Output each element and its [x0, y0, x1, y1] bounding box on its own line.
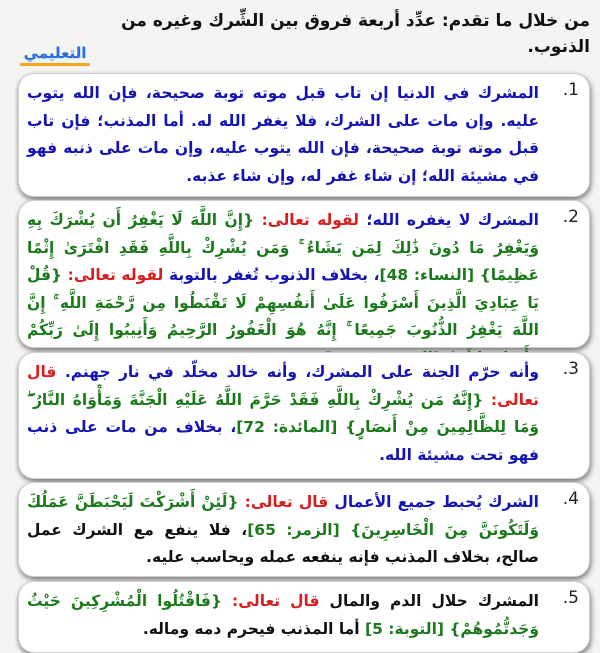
item-number: .5: [562, 588, 579, 608]
site-logo: [14, 38, 96, 68]
item-number: .3: [562, 359, 579, 379]
text-segment-red: قال تعالى:: [222, 592, 320, 610]
text-segment-blue: ، بخلاف من مات على ذنب فهو تحت مشيئة الله.: [27, 418, 539, 464]
text-segment-blue: الشرك يُحبط جميع الأعمال: [328, 493, 539, 511]
answer-card-4: [18, 482, 590, 577]
text-segment-green: {إِنَّهُ مَن يُشْرِكْ بِاللَّهِ فَقَدْ حَرَّمَ اللَّهُ عَلَيْهِ الْجَنَّةَ وَمَأْوَاهُ النَّارُ ۖ وَمَا لِلظَّالِمِينَ مِنْ أَنصَارٍ} [المائدة: 72]: [27, 390, 539, 436]
text-segment-red: لقوله تعالى:: [62, 266, 164, 284]
text-segment-red: قال تعالى:: [27, 363, 539, 409]
answer-card-5: [18, 581, 590, 653]
logo-underline: [20, 63, 90, 66]
answer-text: [27, 359, 539, 469]
answer-card-1: [18, 73, 590, 197]
item-number: .2: [562, 207, 579, 227]
text-segment-green: {قُلْ يَا عِبَادِيَ الَّذِينَ أَسْرَفُوا عَلَىٰ أَنفُسِهِمْ لَا تَقْنَطُوا مِن رَّحْمَةِ اللَّهِ ۚ إِنَّ اللَّهَ يَغْفِرُ الذُّنُوبَ جَمِيعًا ۚ إِنَّهُ هُوَ الْغَفُورُ الرَّحِيمُ وَأَنِيبُوا إِلَىٰ رَبِّكُمْ: [27, 266, 539, 339]
text-segment-dark: المشرك حلال الدم والمال: [319, 592, 539, 610]
text-segment-blue: ، بخلاف الذنوب تُغفر بالتوبة: [163, 266, 380, 284]
text-segment-green: {إِنَّ اللَّهَ لَا يَغْفِرُ أَن يُشْرَكَ بِهِ وَيَغْفِرُ مَا دُونَ ذَٰلِكَ لِمَن يَشَاءُ ۚ وَمَن يُشْرِكْ بِاللَّهِ فَقَدِ افْتَرَىٰ إِثْمًا عَظِيمًا} [النساء: 48]: [27, 211, 539, 284]
answer-text: [27, 489, 539, 572]
text-segment-green: {فَاقْتُلُوا الْمُشْرِكِينَ حَيْثُ وَجَدتُّمُوهُمْ} [التوبة: 5]: [27, 592, 539, 638]
logo-text: التعليمي: [23, 44, 87, 62]
text-segment-green: {لَئِنْ أَشْرَكْتَ لَيَحْبَطَنَّ عَمَلُكَ وَلَتَكُونَنَّ مِنَ الْخَاسِرِينَ} [الزمر: 65]: [27, 493, 539, 539]
answer-text: [27, 588, 539, 643]
question-title: من خلال ما تقدم: عدِّد أربعة فروق بين الشِّرك وغيره من الذنوب.: [121, 11, 590, 57]
text-segment-dark: أما المذنب فيحرم دمه وماله.: [142, 619, 365, 638]
text-segment-red: قال تعالى:: [238, 493, 329, 511]
item-number: .4: [562, 489, 579, 509]
text-segment-blue: المشرك في الدنيا إن تاب قبل موته توبة صحيحة، فإن الله يتوب عليه. وإن مات على الشرك، فلا يغفر الله له. أما المذنب؛ فإن تاب قبل موته توبة صحيحة، فإن الله يتوب عليه، وإن مات على ذنبه فهو في مشيئة الله؛ إن شاء غفر له، وإن شاء عذبه.: [27, 84, 539, 185]
text-segment-blue: المشرك لا يغفره الله؛: [359, 211, 539, 229]
text-segment-blue: وأنه حرّم الجنة على المشرك، وأنه خالد مخلّد في نار جهنم.: [56, 363, 539, 381]
answer-text: [27, 80, 539, 190]
item-number: .1: [562, 80, 579, 100]
text-segment-dark: ، فلا ينفع مع الشرك عمل صالح، بخلاف المذنب فإنه ينفعه عمله ويحاسب عليه.: [27, 520, 539, 566]
text-segment-red: لقوله تعالى:: [254, 211, 360, 229]
answer-text: [27, 207, 539, 372]
answer-card-2: [18, 200, 590, 348]
answer-card-3: [18, 352, 590, 479]
